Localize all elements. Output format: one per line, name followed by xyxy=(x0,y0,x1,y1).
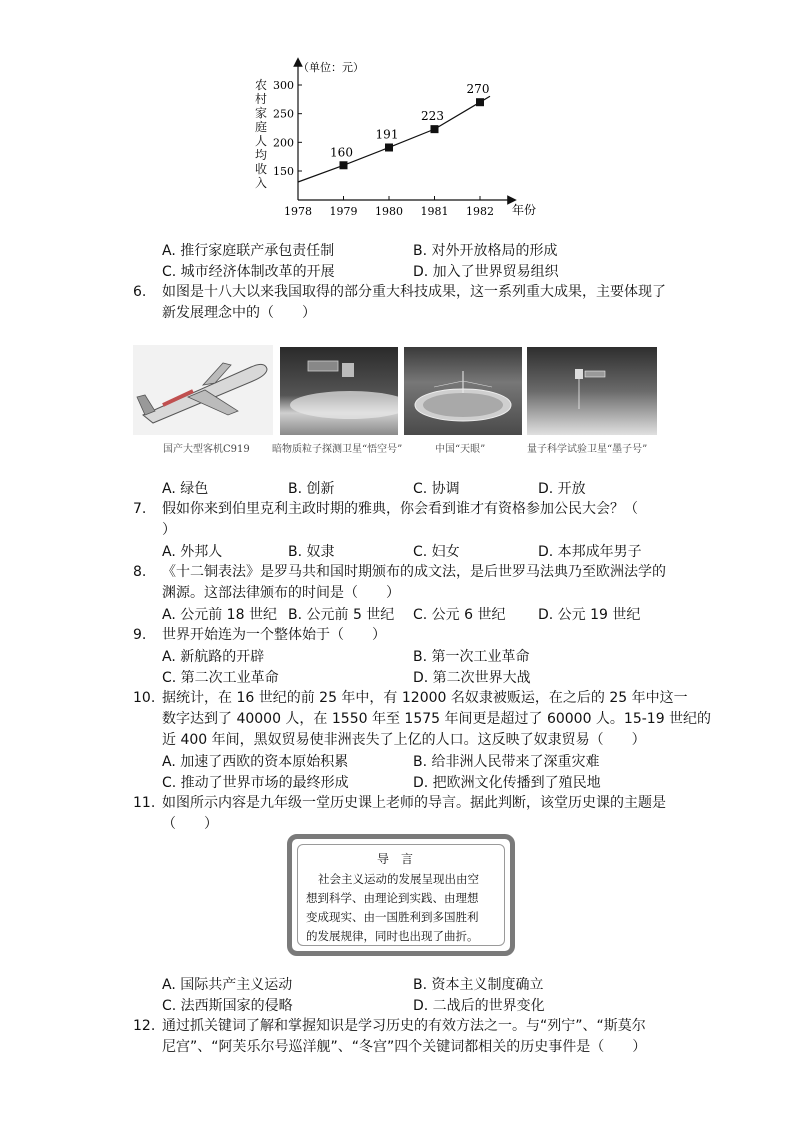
q7-option-d[interactable]: D. 本邦成年男子 xyxy=(538,544,642,560)
caption-mozi: 量子科学试验卫星“墨子号” xyxy=(527,444,648,455)
introduction-box xyxy=(287,834,515,956)
x-tick-label: 1980 xyxy=(375,205,403,218)
q7-stem-line2: ） xyxy=(162,522,176,538)
income-line-chart xyxy=(250,55,550,225)
satellite-icon xyxy=(280,347,398,435)
q11-number: 11. xyxy=(133,795,156,811)
introduction-box-inner xyxy=(297,844,505,946)
q7-option-a[interactable]: A. 外邦人 xyxy=(162,544,223,560)
q11-option-c[interactable]: C. 法西斯国家的侵略 xyxy=(162,998,293,1014)
q12-stem-line2: 尼宫”、“阿芙乐尔号巡洋舰”、“冬宫”四个关键词都相关的历史事件是（ ） xyxy=(162,1039,647,1055)
q8-stem-line2: 渊源。这部法律颁布的时间是（ ） xyxy=(162,585,400,601)
introduction-title: 导言 xyxy=(376,852,425,866)
q8-option-a[interactable]: A. 公元前 18 世纪 xyxy=(162,607,277,623)
q5-option-d[interactable]: D. 加入了世界贸易组织 xyxy=(413,264,559,280)
caption-fast: 中国“天眼” xyxy=(435,444,486,455)
data-point-label: 270 xyxy=(466,82,490,97)
q8-option-c[interactable]: C. 公元 6 世纪 xyxy=(413,607,506,623)
q7-option-b[interactable]: B. 奴隶 xyxy=(288,544,335,560)
q11-option-d[interactable]: D. 二战后的世界变化 xyxy=(413,998,545,1014)
q7-number: 7. xyxy=(133,501,147,517)
q11-stem-line2: （ ） xyxy=(162,816,218,832)
y-tick-label: 250 xyxy=(273,107,294,121)
photo-wukong-satellite xyxy=(280,347,398,435)
quantum-satellite-icon xyxy=(527,347,657,435)
q8-option-b[interactable]: B. 公元前 5 世纪 xyxy=(288,607,395,623)
q6-option-a[interactable]: A. 绿色 xyxy=(162,481,209,497)
introduction-line-3: 变成现实、由一国胜利到多国胜利 xyxy=(306,910,479,924)
q5-option-a[interactable]: A. 推行家庭联产承包责任制 xyxy=(162,243,335,259)
q11-option-a[interactable]: A. 国际共产主义运动 xyxy=(162,977,293,993)
data-point-marker xyxy=(431,125,439,133)
q9-option-d[interactable]: D. 第二次世界大战 xyxy=(413,670,531,686)
q6-number: 6. xyxy=(133,284,147,300)
data-point-marker xyxy=(476,98,484,106)
q8-option-d[interactable]: D. 公元 19 世纪 xyxy=(538,607,641,623)
q10-number: 10. xyxy=(133,690,156,706)
photo-fast-telescope xyxy=(404,347,522,435)
q12-stem-line1: 通过抓关键词了解和掌握知识是学习历史的有效方法之一。与“列宁”、“斯莫尔 xyxy=(162,1018,646,1034)
q11-stem-line1: 如图所示内容是九年级一堂历史课上老师的导言。据此判断，该堂历史课的主题是 xyxy=(162,795,666,811)
y-tick-label: 150 xyxy=(273,165,294,178)
data-point-marker xyxy=(340,161,348,169)
photo-mozi-satellite xyxy=(527,347,657,435)
q9-option-a[interactable]: A. 新航路的开辟 xyxy=(162,649,265,665)
telescope-dish-icon xyxy=(404,347,522,435)
caption-c919: 国产大型客机C919 xyxy=(163,444,250,455)
y-tick-label: 200 xyxy=(273,136,294,150)
data-point-marker xyxy=(385,143,393,151)
x-tick-label: 1979 xyxy=(329,205,358,218)
photo-c919-airliner xyxy=(133,345,273,435)
q10-stem-line3: 近 400 年间，黑奴贸易使非洲丧失了上亿的人口。这反映了奴隶贸易（ ） xyxy=(162,732,646,748)
q7-option-c[interactable]: C. 妇女 xyxy=(413,544,460,560)
introduction-line-4: 的发展规律，同时也出现了曲折。 xyxy=(306,929,479,943)
q9-option-c[interactable]: C. 第二次工业革命 xyxy=(162,670,279,686)
q9-option-b[interactable]: B. 第一次工业革命 xyxy=(413,649,530,665)
q6-stem-line2: 新发展理念中的（ ） xyxy=(162,305,316,321)
q6-option-b[interactable]: B. 创新 xyxy=(288,481,335,497)
q6-option-c[interactable]: C. 协调 xyxy=(413,481,460,497)
caption-wukong: 暗物质粒子探测卫星“悟空号” xyxy=(272,444,403,455)
data-point-label: 160 xyxy=(330,145,353,160)
q10-stem-line2: 数字达到了 40000 人，在 1550 年至 1575 年间更是超过了 60000 人。15-19 世纪的 xyxy=(162,711,712,727)
q5-option-c[interactable]: C. 城市经济体制改革的开展 xyxy=(162,264,335,280)
q10-option-d[interactable]: D. 把欧洲文化传播到了殖民地 xyxy=(413,775,601,791)
chart-unit-label: （单位：元） xyxy=(298,61,364,74)
y-tick-label: 300 xyxy=(273,79,294,92)
chart-y-axis-label-text: 农村家庭人均收入 xyxy=(255,78,268,190)
q8-number: 8. xyxy=(133,564,147,580)
x-tick-label: 1981 xyxy=(420,205,449,218)
x-tick-label: 1978 xyxy=(284,205,312,218)
q9-stem-line1: 世界开始连为一个整体始于（ ） xyxy=(162,627,386,643)
q10-option-b[interactable]: B. 给非洲人民带来了深重灾难 xyxy=(413,754,600,770)
data-point-label: 223 xyxy=(421,109,444,124)
q12-number: 12. xyxy=(133,1018,156,1034)
q6-stem-line1: 如图是十八大以来我国取得的部分重大科技成果，这一系列重大成果，主要体现了 xyxy=(162,284,666,300)
q10-stem-line1: 据统计，在 16 世纪的前 25 年中，有 12000 名奴隶被贩运，在之后的 25 年中这一 xyxy=(162,690,688,706)
q8-stem-line1: 《十二铜表法》是罗马共和国时期颁布的成文法，是后世罗马法典乃至欧洲法学的 xyxy=(162,564,666,580)
chart-y-axis-label xyxy=(255,78,269,190)
x-tick-label: 1982 xyxy=(466,205,494,218)
q10-option-c[interactable]: C. 推动了世界市场的最终形成 xyxy=(162,775,349,791)
introduction-line-1: 社会主义运动的发展呈现出由空 xyxy=(318,872,479,886)
introduction-line-2: 想到科学、由理论到实践、由理想 xyxy=(306,891,479,905)
q5-option-b[interactable]: B. 对外开放格局的形成 xyxy=(413,243,558,259)
q9-number: 9. xyxy=(133,627,147,643)
airplane-icon xyxy=(133,345,273,435)
q11-option-b[interactable]: B. 资本主义制度确立 xyxy=(413,977,544,993)
q10-option-a[interactable]: A. 加速了西欧的资本原始积累 xyxy=(162,754,349,770)
q7-stem-line1: 假如你来到伯里克利主政时期的雅典，你会看到谁才有资格参加公民大会？（ xyxy=(162,501,638,517)
data-point-label: 191 xyxy=(375,127,399,142)
q6-option-d[interactable]: D. 开放 xyxy=(538,481,586,497)
x-axis-label: 年份 xyxy=(512,203,537,217)
